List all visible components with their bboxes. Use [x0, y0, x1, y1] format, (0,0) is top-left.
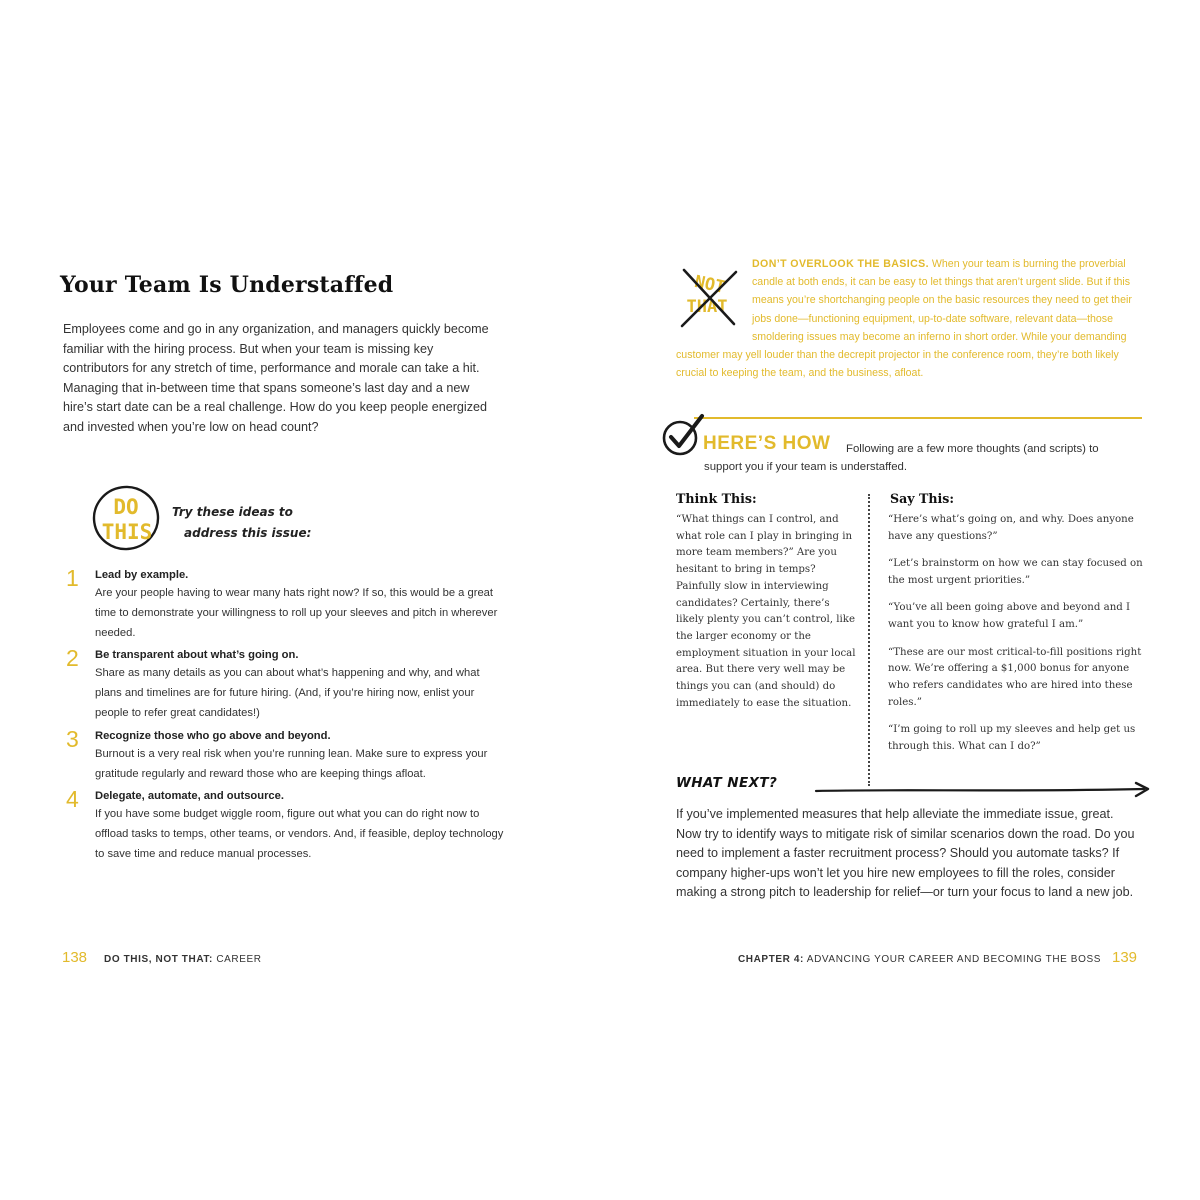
page-number-right: 139: [1112, 949, 1138, 966]
say-this-item: “Let’s brainstorm on how we can stay focused on the most urgent priorities.”: [888, 558, 1143, 586]
heres-how-intro: Following are a few more thoughts (and scripts) to: [846, 443, 1099, 455]
running-head-left-rest: CAREER: [212, 954, 262, 965]
what-next-heading: WHAT NEXT?: [676, 775, 778, 791]
tip-body: Are your people having to wear many hats right now? If so, this would be a great time to demonstrate your willingness to roll up your sleeves and pitch in wherever needed.: [95, 587, 498, 639]
tip-number: 3: [66, 725, 79, 752]
say-this-list: [888, 512, 1148, 766]
not-that-badge-icon: [676, 264, 744, 330]
heres-how-heading: HERE’S HOW: [703, 433, 831, 454]
tip-body: Burnout is a very real risk when you’re running lean. Make sure to express your gratitude regularly and reward those who are keeping things afloat.: [95, 747, 488, 780]
checkmark-icon: [658, 410, 708, 460]
arrow-right-icon: [814, 780, 1154, 800]
tips-list: [64, 563, 504, 865]
do-caption-line2: address this issue:: [184, 526, 312, 540]
intro-paragraph: Employees come and go in any organization, and managers quickly become familiar with the hiring process. But when your team is missing key contributors for any stretch of time, performance and morale can take a hit. Managing that in-between time that spans someone’s last day and a new hire’s start date can be a real challenge. How do you keep people energized and invested when you’re low on head count?: [63, 322, 489, 434]
running-head-left-bold: DO THIS, NOT THAT:: [104, 954, 213, 965]
not-badge-text-line2: THAT: [686, 297, 728, 317]
do-badge-text-line2: THIS: [101, 520, 153, 544]
tip-number: 2: [66, 645, 79, 672]
tip-item: [64, 643, 504, 723]
running-head-right: [738, 954, 1101, 965]
do-this-badge-icon: [90, 484, 162, 552]
say-this-item: “I’m going to roll up my sleeves and help get us through this. What can I do?”: [888, 724, 1136, 752]
not-that-body: When your team is burning the proverbial candle at both ends, it can be easy to let things that aren’t urgent slide. But if this means you’re shortchanging people on the basic resources they need to get their jobs done—functioning equipment, up-to-date software, relevant data—those smoldering issues may become an inferno in short order. While your demanding customer may yell louder than the decrepit projector in the conference room, they’re both likely crucial to keeping the team, and the business, afloat.: [676, 258, 1132, 380]
tip-number: 1: [66, 565, 79, 591]
tip-item: [64, 724, 504, 785]
right-page: [600, 0, 1200, 1200]
tip-heading: Be transparent about what’s going on.: [95, 649, 299, 662]
section-divider: [694, 417, 1142, 419]
tip-heading: Lead by example.: [95, 569, 189, 581]
tip-heading: Delegate, automate, and outsource.: [95, 790, 284, 803]
tip-body: If you have some budget wiggle room, figure out what you can do right now to offload tasks to temps, other teams, or vendors. And, if feasible, deploy technology to save time and reduce manual processes.: [95, 808, 504, 860]
what-next-body: If you’ve implemented measures that help alleviate the immediate issue, great. Now try to identify ways to mitigate risk of similar scenarios down the road. Do you need to implement a faster recruitment process? Should you automate tasks? If company higher-ups won’t let you hire new employees to fill the roles, consider making a strong pitch to leadership for relief—or turn your focus to land a new job.: [676, 807, 1135, 900]
running-head-left: [104, 954, 262, 965]
tip-item: [64, 784, 504, 864]
think-this-body: “What things can I control, and what role can I play in bringing in more team members?” Are you hesitant to bring in temps? Painfully slow in interviewing candidates? Certainly, there’s likely plenty you can’t control, like the larger economy or the employment situation in your local area. But there very well may be things you can (and should) do immediately to ease the situation.: [676, 514, 856, 709]
think-this-heading: Think This:: [676, 491, 757, 506]
running-head-right-rest: ADVANCING YOUR CAREER AND BECOMING THE BOSS: [803, 954, 1101, 965]
not-badge-text-line1: NOT: [692, 272, 727, 298]
not-that-lead: DON’T OVERLOOK THE BASICS.: [752, 258, 929, 270]
say-this-item: “Here’s what’s going on, and why. Does anyone have any questions?”: [888, 514, 1134, 542]
not-that-callout: [676, 255, 1136, 382]
tip-item: [64, 563, 504, 643]
do-this-caption: [172, 502, 342, 544]
do-caption-line1: Try these ideas to: [172, 505, 293, 519]
column-divider: [868, 494, 870, 786]
running-head-right-bold: CHAPTER 4:: [737, 954, 804, 965]
page-number-left: 138: [62, 949, 88, 966]
page-title: Your Team Is Understaffed: [60, 272, 394, 298]
heres-how-intro-cont: support you if your team is understaffed.: [704, 461, 908, 473]
say-this-heading: Say This:: [890, 491, 955, 506]
say-this-item: “You’ve all been going above and beyond and I want you to know how grateful I am.”: [888, 602, 1131, 631]
do-badge-text-line1: DO: [113, 495, 139, 519]
tip-number: 4: [66, 786, 79, 813]
say-this-item: “These are our most critical-to-fill positions right now. We’re offering a $1,000 bonus for anyone who refers candidates who are hired into these roles.”: [888, 646, 1142, 708]
tip-heading: Recognize those who go above and beyond.: [95, 729, 331, 742]
tip-body: Share as many details as you can about what’s happening and why, and what plans and timelines are for future hiring. (And, if you’re hiring now, enlist your people to refer great candidates!): [95, 667, 480, 719]
